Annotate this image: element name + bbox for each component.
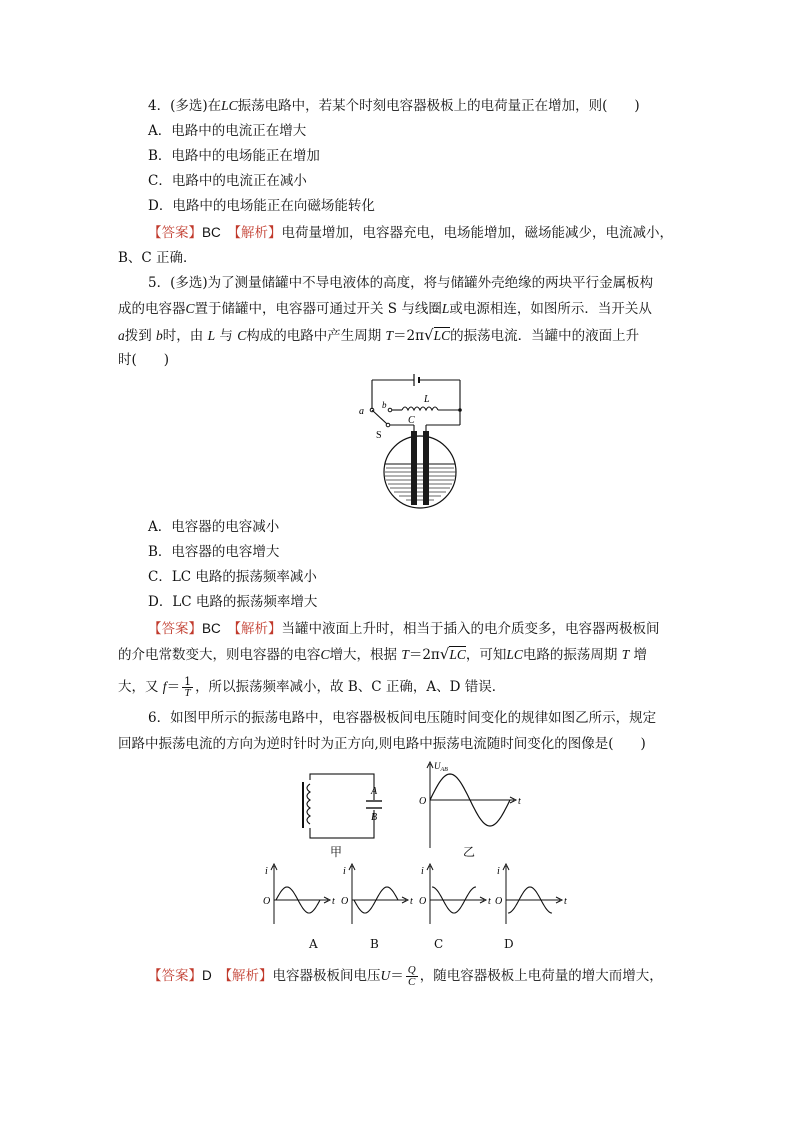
frac-den: T — [184, 687, 191, 699]
q6-line-1: 6．如图甲所示的振荡电路中，电容器极板间电压随时间变化的规律如图乙所示，规定 — [148, 710, 657, 726]
q5-line2-l: L — [441, 301, 450, 316]
q5-an2-g: ，可知 — [465, 647, 507, 663]
frac-num: 1 — [184, 675, 192, 688]
q5-line2-c: C — [185, 301, 195, 316]
q5-an2-t: T — [401, 647, 409, 662]
q5-an2-tt: T — [621, 647, 630, 662]
q5-answer-line — [148, 620, 660, 638]
q5-analysis-2 — [118, 645, 647, 664]
origin-label: O — [263, 896, 271, 907]
q5-line3-t: T — [385, 328, 394, 343]
i-label: i — [265, 866, 268, 877]
q5-line3-bb: b — [156, 328, 163, 343]
q5-an3-f: f — [162, 679, 167, 694]
origin-label: O — [495, 896, 503, 907]
q6-an-b: ，随电容器极板上电荷量的增大而增大， — [419, 968, 663, 984]
fig-label-l: L — [424, 394, 430, 405]
q5-an3-b: ，所以振荡频率减小，故 B、C 正确，A、D 错误． — [195, 679, 506, 695]
answer-tag: 【答案】 — [148, 968, 202, 984]
analysis-tag: 【解析】 — [225, 968, 273, 984]
t-label: t — [564, 896, 567, 907]
q5-option-c: C．LC 电路的振荡频率减小 — [148, 569, 317, 585]
answer-tag: 【答案】 — [148, 225, 202, 241]
sqrt-sign: √ — [439, 645, 450, 663]
q5-line3-a: a — [118, 328, 125, 343]
choice-graph-c — [419, 864, 491, 924]
q5-line3-l: L — [207, 328, 216, 343]
i-label: i — [497, 866, 500, 877]
q5-option-d: D．LC 电路的振荡频率增大 — [148, 594, 318, 610]
fraction-1-over-t — [182, 676, 193, 699]
q4-option-c: C．电路中的电流正在减小 — [148, 173, 307, 189]
fig-label-b: b — [382, 400, 387, 410]
origin-label: O — [419, 896, 427, 907]
t-axis-label: t — [518, 796, 521, 807]
q6-line-2: 回路中振荡电流的方向为逆时针时为正方向,则电路中振荡电流随时间变化的图像是( ) — [118, 736, 646, 752]
q5-answer: BC — [202, 621, 221, 636]
q4-analysis-1: 电荷量增加，电容器充电，电场能增加，磁场能减少，电流减小， — [281, 225, 674, 241]
t-label: t — [332, 896, 335, 907]
q4-stem-text-1: 4．(多选)在 — [148, 98, 222, 114]
analysis-tag: 【解析】 — [234, 225, 282, 241]
fig-label-c: C — [408, 415, 415, 426]
origin-label: O — [419, 796, 427, 807]
q5-line-4: 时( ) — [118, 352, 170, 368]
q5-line3-b: 拨到 — [124, 328, 152, 344]
t-label: t — [410, 896, 413, 907]
q5-option-b: B．电容器的电容增大 — [148, 544, 280, 560]
plate-b-label: B — [371, 812, 378, 823]
choice-graph-d — [495, 864, 567, 924]
choice-graph-b — [341, 864, 413, 924]
q5-an2-f: ＝2π — [408, 647, 440, 663]
q5-line-2 — [118, 300, 652, 318]
q5-line2-a: 成的电容器 — [118, 301, 186, 317]
q5-line2-d: 或电源相连，如图所示．当开关从 — [449, 301, 652, 317]
q4-answer-line — [148, 224, 673, 242]
q5-an2-sqrt: LC — [449, 647, 466, 662]
q4-stem-lc: LC — [221, 98, 238, 113]
q6-answer: D — [202, 968, 212, 983]
uab-sub: AB — [440, 767, 448, 773]
q4-analysis-2: B、C 正确． — [118, 250, 197, 266]
choice-label-c: C — [434, 937, 444, 951]
q5-line3-f: ＝2π — [393, 328, 424, 344]
answer-tag: 【答案】 — [148, 621, 202, 637]
choice-graph-a — [263, 864, 335, 924]
q6-answer-line — [148, 964, 663, 988]
fig-label-s: S — [376, 430, 382, 441]
sqrt-sign: √ — [424, 326, 434, 344]
q4-option-b: B．电路中的电场能正在增加 — [148, 148, 320, 164]
q6-an-eq: ＝ — [390, 968, 404, 984]
t-label: t — [488, 896, 491, 907]
q5-an2-lc: LC — [506, 647, 523, 662]
q5-an2-i: 增 — [633, 647, 647, 663]
q6-choice-graphs — [258, 862, 567, 932]
fraction-q-over-c — [406, 965, 418, 988]
fig-caption-jia: 甲 — [330, 845, 343, 859]
fig-label-a: a — [359, 406, 364, 417]
q5-line3-c: 时，由 — [162, 328, 204, 344]
q4-stem — [148, 97, 640, 115]
q6-figure-yi — [414, 758, 544, 853]
q5-line3-sqrt: LC — [433, 328, 451, 343]
q5-an2-a: 的介电常数变大，则电容器的电容 — [118, 647, 321, 663]
q5-an2-b: 增大，根据 — [329, 647, 398, 663]
fig-caption-yi: 乙 — [463, 845, 476, 859]
i-label: i — [343, 866, 346, 877]
q5-line-1: 5．(多选)为了测量储罐中不导电液体的高度，将与储罐外壳绝缘的两块平行金属板构 — [148, 275, 654, 291]
i-label: i — [421, 866, 424, 877]
q4-answer: BC — [202, 225, 221, 240]
q5-line2-b: 置于储罐中，电容器可通过开关 S 与线圈 — [194, 301, 442, 317]
q5-analysis-1: 当罐中液面上升时，相当于插入的电介质变多，电容器两极板间 — [281, 621, 660, 637]
q5-option-a: A．电容器的电容减小 — [148, 519, 280, 535]
q5-an3-eq: ＝ — [166, 679, 181, 695]
q5-analysis-3 — [118, 674, 505, 700]
analysis-tag: 【解析】 — [234, 621, 282, 637]
q5-line3-d: 与 — [219, 328, 233, 344]
q5-line3-g: 的振荡电流．当罐中的液面上升 — [450, 328, 640, 344]
q4-option-a: A．电路中的电流正在增大 — [148, 123, 307, 139]
q5-line3-e: 构成的电路中产生周期 — [246, 328, 382, 344]
choice-label-a: A — [309, 937, 318, 951]
q4-stem-text-2: 振荡电路中，若某个时刻电容器极板上的电荷量正在增加，则( ) — [237, 98, 640, 114]
uab-label — [434, 761, 448, 773]
plate-a-label: A — [371, 786, 378, 797]
origin-label: O — [341, 896, 349, 907]
q5-line-3 — [118, 326, 639, 345]
choice-label-b: B — [370, 937, 379, 951]
q5-line3-cc: C — [237, 328, 247, 343]
q6-an-a: 电容器极板间电压 — [272, 968, 381, 984]
uab-u: U — [434, 761, 441, 771]
frac-q: Q — [407, 964, 416, 976]
q5-an2-c: C — [320, 647, 330, 662]
q5-circuit-figure — [359, 368, 478, 508]
q4-option-d: D．电路中的电场能正在向磁场能转化 — [148, 198, 375, 214]
q5-an2-h: 电路的振荡周期 — [522, 647, 618, 663]
q5-an3-a: 大，又 — [118, 679, 159, 695]
q6-an-u: U — [380, 968, 391, 983]
frac-c: C — [408, 976, 416, 988]
choice-label-d: D — [504, 937, 514, 951]
